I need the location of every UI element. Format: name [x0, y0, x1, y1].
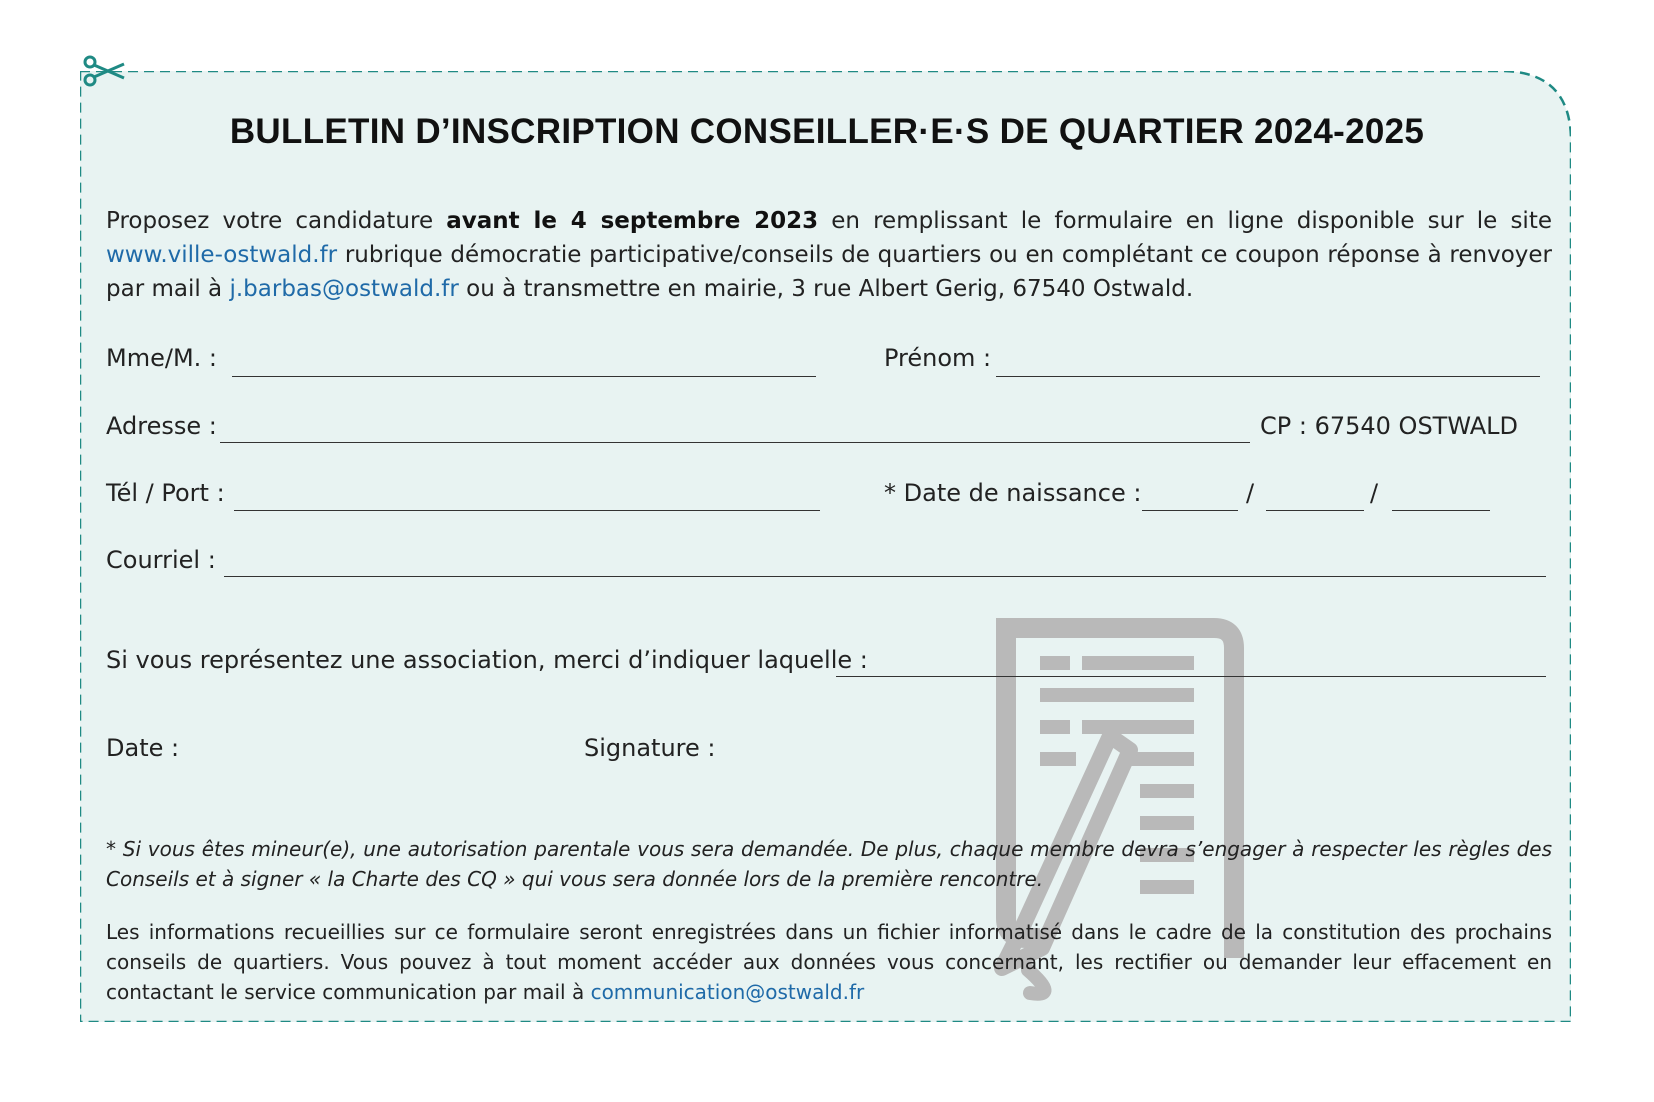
minor-footnote: * Si vous êtes mineur(e), une autorisation parentale vous sera demandée. De plus, chaque membre devra s’engager à respecter les règles des Conseils et à signer « la Charte des CQ » qui vous sera donnée lors de la première rencontre. [106, 837, 1552, 891]
communication-email-link[interactable]: communication@ostwald.fr [590, 980, 865, 1004]
birthdate-day-field[interactable] [1142, 510, 1238, 511]
intro-text-2: en remplissant le formulaire en ligne disponible sur le site [818, 208, 1552, 234]
date-label: Date : [106, 734, 180, 762]
signature-label: Signature : [584, 734, 716, 762]
birthdate-month-field[interactable] [1266, 510, 1364, 511]
contact-email-link[interactable]: j.barbas@ostwald.fr [229, 276, 459, 302]
privacy-text: Les informations recueillies sur ce formulaire seront enregistrées dans un fichier informatisé dans le cadre de la constitution des prochains conseils de quartiers. Vous pouvez à tout moment accéder aux données vous concernant, les rectifier ou demander leur effacement en contactant le service communication par mail à [106, 920, 1552, 1004]
deadline-text: avant le 4 septembre 2023 [446, 208, 819, 234]
birthdate-label: * Date de naissance : [884, 479, 1142, 507]
address-field[interactable] [220, 442, 1250, 443]
intro-paragraph [106, 204, 1552, 306]
scissors-icon [82, 54, 126, 92]
privacy-notice [106, 917, 1552, 1007]
association-field[interactable] [836, 676, 1546, 677]
intro-text-4: ou à transmettre en mairie, 3 rue Albert Gerig, 67540 Ostwald. [458, 276, 1194, 302]
address-label: Adresse : [106, 412, 217, 440]
website-link[interactable]: www.ville-ostwald.fr [106, 242, 338, 268]
civility-label: Mme/M. : [106, 344, 217, 372]
firstname-field[interactable] [996, 376, 1540, 377]
date-separator-1: / [1246, 479, 1255, 507]
email-label: Courriel : [106, 546, 216, 574]
form-title: BULLETIN D’INSCRIPTION CONSEILLER·E·S DE QUARTIER 2024-2025 [229, 112, 1425, 151]
email-field[interactable] [224, 576, 1546, 577]
association-label: Si vous représentez une association, merci d’indiquer laquelle : [106, 646, 868, 674]
phone-label: Tél / Port : [106, 479, 225, 507]
phone-field[interactable] [234, 510, 820, 511]
birthdate-year-field[interactable] [1392, 510, 1490, 511]
intro-text-1: Proposez votre candidature [106, 208, 447, 234]
firstname-label: Prénom : [884, 344, 992, 372]
civility-field[interactable] [232, 376, 816, 377]
date-separator-2: / [1370, 479, 1379, 507]
postal-code-text: CP : 67540 OSTWALD [1260, 412, 1519, 440]
intro-text-3: rubrique démocratie participative/conseils de quartiers ou en complétant ce coupon réponse à renvoyer par mail à [106, 242, 1552, 302]
